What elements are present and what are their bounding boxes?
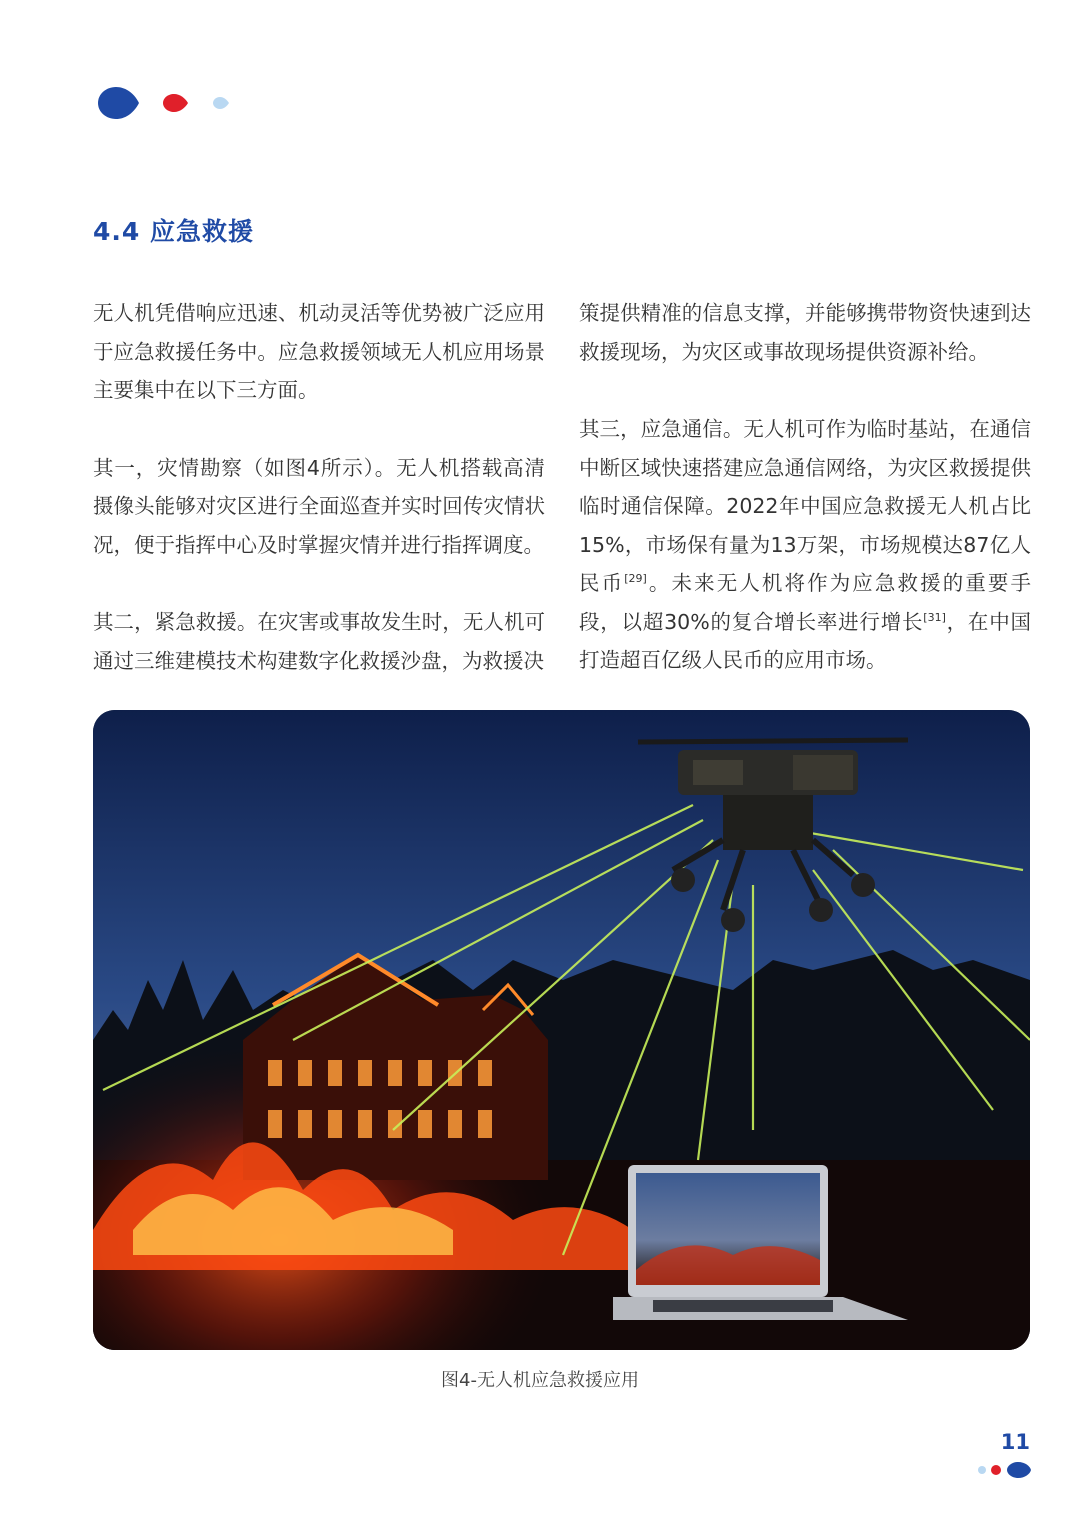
paragraph-rescue-continued: 策提供精准的信息支撑，并能够携带物资快速到达救援现场，为灾区或事故现场提供资源补给。 [579,301,1031,364]
citation-29: [29] [624,572,647,586]
drone-fire-illustration [93,710,1030,1350]
paragraph-disaster-survey: 其一，灾情勘察（如图4所示）。无人机搭载高清摄像头能够对灾区进行全面巡查并实时回传灾情状况，便于指挥中心及时掌握灾情并进行指挥调度。 [93,455,545,557]
section-number: 4.4 [93,217,141,246]
light-blue-drop-icon [213,97,229,109]
blue-drop-footer-icon [1007,1462,1031,1478]
page-number: 11 [1000,1430,1030,1454]
footer-decoration-dots [976,1460,1032,1480]
red-dot-icon [991,1465,1001,1475]
red-drop-icon [163,94,188,112]
section-title [93,212,254,248]
comm-text-c: ，在中国打造超百亿级人民币的应用市场。 [579,609,1031,672]
left-text-column [93,294,545,680]
blue-drop-icon [98,87,139,119]
right-text-column [579,294,1031,680]
light-blue-dot-icon [978,1466,986,1474]
comm-text-a: 其三，应急通信。无人机可作为临时基站，在通信中断区域快速搭建应急通信网络，为灾区救援提供临时通信保障。2022年中国应急救援无人机占比15%，市场保有量为13万架，市场规模达87亿人民币 [579,417,1031,595]
paragraph-emergency-rescue: 其二，紧急救援。在灾害或事故发生时，无人机可通过三维建模技术构建数字化救援沙盘，为救援决 [93,610,545,673]
citation-31: [31] [923,610,946,624]
figure-caption: 图4-无人机应急救援应用 [441,1370,639,1391]
section-heading: 应急救援 [150,217,255,246]
comm-text-b: 。未来无人机将作为应急救援的重要手段，以超30%的复合增长率进行增长 [579,571,1032,634]
paragraph-intro: 无人机凭借响应迅速、机动灵活等优势被广泛应用于应急救援任务中。应急救援领域无人机应用场景主要集中在以下三方面。 [93,301,545,402]
header-decoration-dots [93,85,243,125]
figure-drone-rescue-photo [93,710,1030,1350]
paragraph-emergency-communication [579,410,1031,680]
